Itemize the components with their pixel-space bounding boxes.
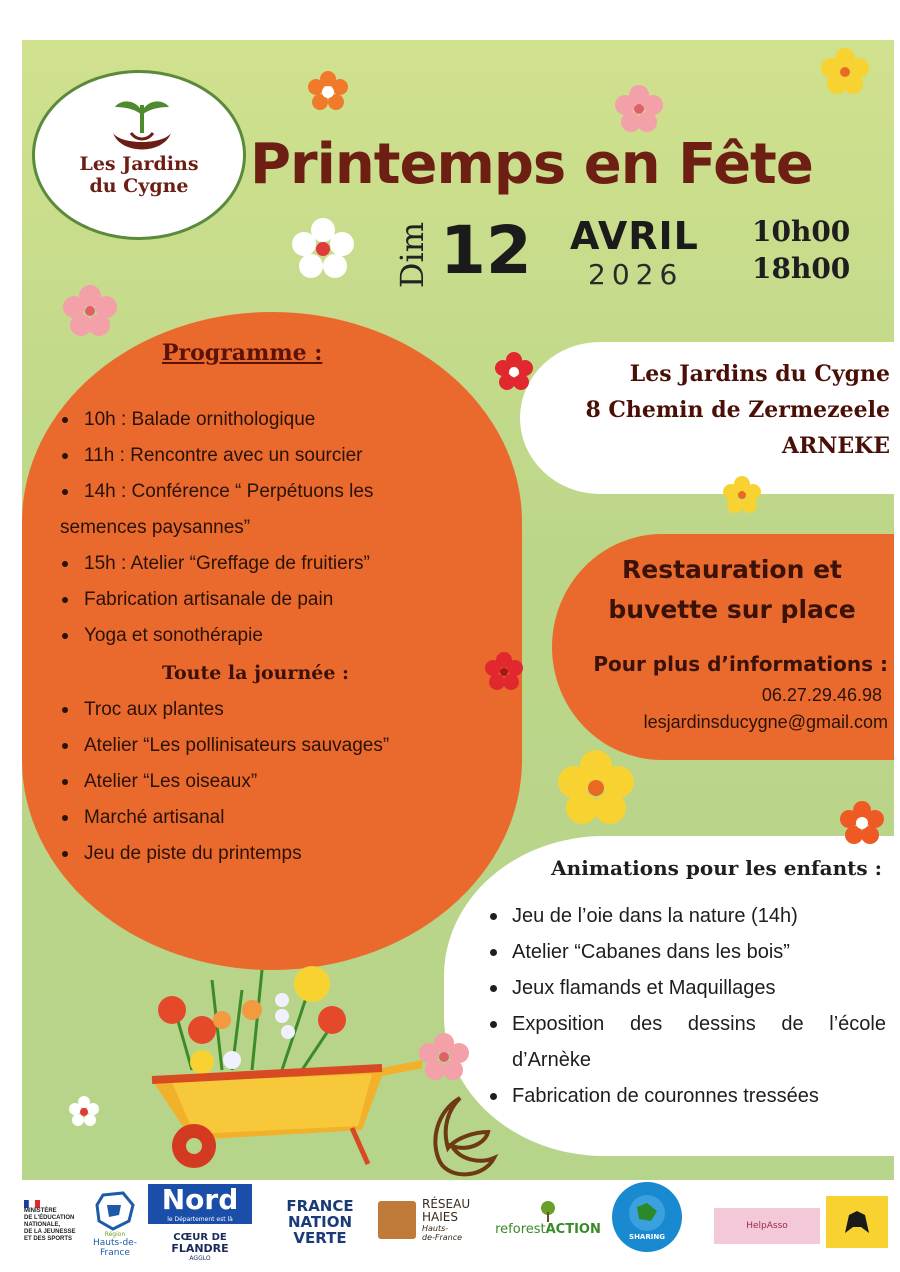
- time-start: 10h00: [752, 215, 851, 248]
- region-small: Région: [104, 1230, 126, 1238]
- wheelbarrow-icon: [132, 950, 422, 1180]
- pink-flower-icon: [62, 284, 118, 338]
- ministere-line: MINISTÈRE: [24, 1208, 57, 1214]
- list-item: Atelier “Les oiseaux”: [60, 764, 500, 800]
- ministere-line: ET DES SPORTS: [24, 1236, 73, 1242]
- globe-icon: [627, 1193, 667, 1233]
- reseau-haies-logo: [378, 1198, 478, 1242]
- list-item: Atelier “Les pollinisateurs sauvages”: [60, 728, 500, 764]
- allday-list: [60, 692, 500, 872]
- sprout-icon: [107, 93, 177, 158]
- ministere-line: NATIONALE,: [24, 1222, 61, 1228]
- helpasso-text: HelpAsso: [746, 1221, 788, 1231]
- list-item: Troc aux plantes: [60, 692, 500, 728]
- logo-line1: Les Jardins: [79, 153, 199, 175]
- list-item: 10h : Balade ornithologique: [60, 402, 500, 438]
- uylenspiegel-logo: [826, 1196, 888, 1248]
- list-item: 14h : Conférence “ Perpétuons les: [60, 474, 500, 510]
- info-email[interactable]: lesjardinsducygne@gmail.com: [643, 712, 888, 732]
- ministere-logo: [24, 1200, 84, 1243]
- orange-flower-icon: [306, 70, 350, 114]
- nord-logo: [148, 1184, 252, 1262]
- list-item: Jeux flamands et Maquillages: [486, 970, 886, 1006]
- reforest-text: reforest: [495, 1222, 546, 1237]
- ministere-line: DE L'ÉDUCATION: [24, 1215, 75, 1221]
- marianne-icon: [24, 1200, 40, 1208]
- location-town: ARNEKE: [781, 433, 890, 459]
- reseau-haies-icon: [378, 1201, 416, 1239]
- list-item: Fabrication de couronnes tressées: [486, 1078, 886, 1114]
- yellow-flower-icon: [722, 476, 762, 514]
- fnv-line: VERTE: [293, 1229, 347, 1247]
- sharing-text: SHARING: [629, 1233, 665, 1241]
- orange-flower-icon: [838, 800, 886, 848]
- poster-background: [22, 40, 894, 1180]
- day-label: Dim: [393, 221, 432, 289]
- ministere-line: DE LA JEUNESSE: [24, 1229, 76, 1235]
- event-title: Printemps en Fête: [250, 132, 813, 197]
- reseau-line: Hauts-: [422, 1224, 449, 1233]
- info-phone[interactable]: 06.27.29.46.98: [761, 685, 882, 705]
- pink-flower-icon: [418, 1032, 470, 1082]
- programme-title: Programme :: [162, 340, 323, 366]
- fnv-line: FRANCE: [286, 1197, 354, 1215]
- coeur-line: CŒUR DE: [173, 1232, 227, 1243]
- region-logo: [82, 1188, 148, 1260]
- coeur-line: AGGLO: [189, 1255, 211, 1262]
- list-item: Yoga et sonothérapie: [60, 618, 500, 654]
- france-nation-verte-logo: [282, 1198, 358, 1246]
- pink-flower-icon: [614, 84, 664, 134]
- lion-icon: [837, 1205, 877, 1239]
- time-end: 18h00: [752, 252, 851, 285]
- restauration-title: [582, 550, 882, 630]
- kids-title: Animations pour les enfants :: [551, 856, 882, 880]
- kids-list: [486, 898, 886, 1114]
- nord-name: Nord: [148, 1184, 252, 1216]
- white-flower-icon: [68, 1096, 100, 1128]
- list-item-continuation: semences paysannes”: [60, 517, 251, 538]
- leaf-icon: [426, 1092, 500, 1180]
- reforest-action-logo: [488, 1200, 608, 1237]
- list-item: Jeu de l’oie dans la nature (14h): [486, 898, 886, 934]
- list-item: Atelier “Cabanes dans les bois”: [486, 934, 886, 970]
- reseau-line: HAIES: [422, 1210, 458, 1224]
- yellow-flower-icon: [556, 750, 636, 826]
- date-day: [382, 215, 442, 295]
- location-name: Les Jardins du Cygne: [629, 361, 890, 387]
- red-flower-icon: [494, 352, 534, 392]
- fnv-line: NATION: [287, 1213, 353, 1231]
- coeur-line: FLANDRE: [171, 1242, 229, 1255]
- list-item: Exposition des dessins de l’école d’Arnèke: [486, 1006, 886, 1078]
- red-flower-icon: [484, 652, 524, 692]
- date-year: 2026: [588, 258, 684, 291]
- allday-title: Toute la journée :: [162, 662, 350, 684]
- white-flower-icon: [292, 218, 354, 280]
- list-item: 11h : Rencontre avec un sourcier: [60, 438, 500, 474]
- date-month: AVRIL: [570, 214, 699, 258]
- partners-footer: [0, 1180, 900, 1272]
- restauration-line1: Restauration et: [621, 555, 842, 584]
- list-item: Marché artisanal: [60, 800, 500, 836]
- location-street: 8 Chemin de Zermezeele: [585, 397, 890, 423]
- location-address: [522, 356, 890, 464]
- info-title: Pour plus d’informations :: [593, 652, 888, 676]
- reseau-line: RÉSEAU: [422, 1197, 471, 1211]
- list-item: 15h : Atelier “Greffage de fruitiers”: [60, 546, 500, 582]
- helpasso-logo: [714, 1208, 820, 1244]
- logo-line2: du Cygne: [89, 175, 189, 197]
- date-number: 12: [440, 212, 532, 289]
- restauration-line2: buvette sur place: [608, 595, 856, 624]
- region-map-icon: [93, 1191, 137, 1231]
- action-text: ACTION: [545, 1222, 601, 1237]
- reseau-line: de-France: [422, 1233, 463, 1242]
- nord-sub: le Département est là: [148, 1216, 252, 1224]
- programme-list: [60, 402, 500, 654]
- tree-icon: [535, 1200, 561, 1222]
- list-item: Jeu de piste du printemps: [60, 836, 500, 872]
- yellow-flower-icon: [820, 48, 870, 96]
- logo: [32, 70, 246, 240]
- region-name: Hauts-de-France: [93, 1237, 137, 1258]
- sharing-logo: [612, 1182, 682, 1252]
- list-item: Fabrication artisanale de pain: [60, 582, 500, 618]
